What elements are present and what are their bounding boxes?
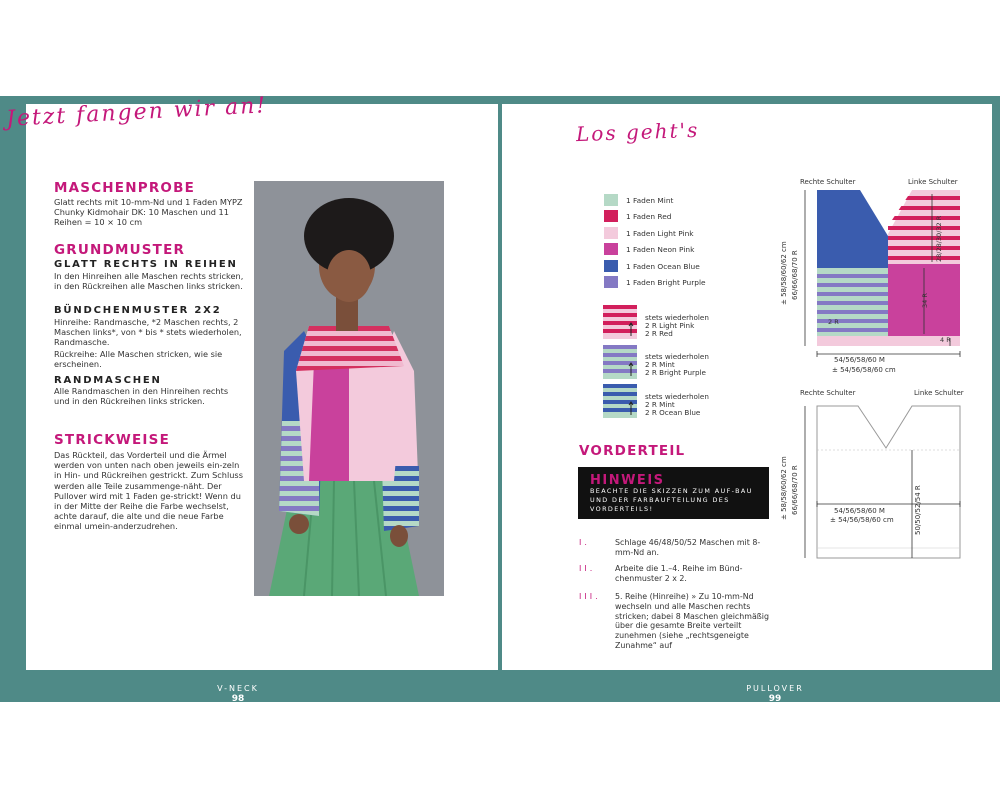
diagram2-height-label: ± 58/58/60/62 cm <box>780 456 788 520</box>
vorderteil-title: VORDERTEIL <box>579 443 686 459</box>
diagram1-neck-rows: 28/28/30/32 R <box>935 215 943 262</box>
left-footer-label: V-NECK <box>217 684 259 693</box>
glatt-rechts-text: In den Hinreihen alle Maschen rechts stricken, in den Rückreihen alle Maschen links stricken. <box>54 271 244 292</box>
step-number: II. <box>579 564 596 573</box>
diagram2-inner-height: 50/50/52/54 R <box>914 485 922 535</box>
step-text: Schlage 46/48/50/52 Maschen mit 8-mm-Nd an. <box>615 538 761 557</box>
diagram2-right-shoulder-label: Rechte Schulter <box>800 389 856 397</box>
diagram2-width-cm: ± 54/56/58/60 cm <box>830 516 894 524</box>
diagram2-height-rows: 66/66/68/70 R <box>791 465 799 515</box>
diagram1-right-shoulder-label: Rechte Schulter <box>800 178 856 186</box>
swatch-red <box>604 210 618 222</box>
stripe-sample-mint-blue <box>603 384 637 418</box>
glatt-rechts-title: GLATT RECHTS IN REIHEN <box>54 259 238 270</box>
swatch-light-pink <box>604 227 618 239</box>
hinweis-box <box>578 467 769 519</box>
model-photo <box>254 181 444 596</box>
diagram1-width-m: 54/56/58/60 M <box>834 356 885 364</box>
buendchen-text: Hinreihe: Randmasche, *2 Maschen rechts, 2 Maschen links*, von * bis * stets wiederholen, Randmasche. <box>54 317 242 348</box>
diagram1-mid-rows: 34 R <box>921 293 929 308</box>
right-page-number: 99 <box>768 694 782 704</box>
right-footer-label: PULLOVER <box>746 684 804 693</box>
step-number: III. <box>579 592 601 601</box>
diagram2-outline-schematic <box>790 398 970 568</box>
left-page-number: 98 <box>231 694 245 704</box>
left-script-heading: Jetzt fangen wir an! <box>5 93 268 132</box>
diagram1-width-cm: ± 54/56/58/60 cm <box>832 366 896 374</box>
diagram1-rib-rows: 2 R <box>828 318 839 326</box>
randmaschen-text: Alle Randmaschen in den Hinreihen rechts und in den Rückreihen links stricken. <box>54 386 229 407</box>
swatch-bright-purple <box>604 276 618 288</box>
buendchen-text-2: Rückreihe: Alle Maschen stricken, wie sie erscheinen. <box>54 349 223 370</box>
diagram2-width-m: 54/56/58/60 M <box>834 507 885 515</box>
stripe-text-2: stets wiederholen 2 R Mint 2 R Bright Purple <box>645 352 709 378</box>
step-text: Arbeite die 1.–4. Reihe im Bünd-chenmuster 2 x 2. <box>615 564 743 583</box>
swatch-neon-pink <box>604 243 618 255</box>
hinweis-title: HINWEIS <box>590 473 665 488</box>
hinweis-text: BEACHTE DIE SKIZZEN ZUM AUF-BAU UND DER FARBAUFTEILUNG DES VORDERTEILS! <box>590 487 753 513</box>
strickweise-text: Das Rückteil, das Vorderteil und die Ärmel werden von unten nach oben jeweils ein-zeln in Hin- und Rückreihen gestrickt. Zum Schluss werden alle Teile zusammenge-näht. Der Pullover wird mit 1 Faden ge-strickt! Wenn du in der Mitte der Reihe die Farbe wechselst, achte darauf, die alte und die neue Farbe einmal umein-anderzudrehen. <box>54 450 243 532</box>
diagram1-height-rows: 66/66/68/70 R <box>791 250 799 300</box>
diagram1-height-label: ± 58/58/60/62 cm <box>780 241 788 305</box>
randmaschen-title: RANDMASCHEN <box>54 375 162 386</box>
maschenprobe-text: Glatt rechts mit 10-mm-Nd und 1 Faden MYPZ Chunky Kidmohair DK: 10 Maschen und 11 Reihen = 10 × 10 cm <box>54 197 243 228</box>
step-text: 5. Reihe (Hinreihe) » Zu 10-mm-Nd wechseln und alle Maschen rechts stricken; dabei 8 Maschen gleichmäßig über die gesamte Breite verteilt zunehmen (siehe „rechtsgeneigte Zunahme“ auf <box>615 592 769 650</box>
stripe-text-3: stets wiederholen 2 R Mint 2 R Ocean Blue <box>645 392 709 418</box>
strickweise-title: STRICKWEISE <box>54 432 170 448</box>
stripe-sample-pink-red <box>603 305 637 339</box>
diagram2-left-shoulder-label: Linke Schulter <box>914 389 964 397</box>
stripe-text-1: stets wiederholen 2 R Light Pink 2 R Red <box>645 313 709 339</box>
right-script-heading: Los geht's <box>575 117 700 147</box>
diagram1-bottom-rows: 4 R <box>940 336 951 344</box>
swatch-mint <box>604 194 618 206</box>
maschenprobe-title: MASCHENPROBE <box>54 180 196 196</box>
stripe-sample-mint-purple <box>603 345 637 379</box>
step-number: I. <box>579 538 590 547</box>
grundmuster-title: GRUNDMUSTER <box>54 242 186 258</box>
diagram1-left-shoulder-label: Linke Schulter <box>908 178 958 186</box>
swatch-ocean-blue <box>604 260 618 272</box>
diagram1-colored-schematic <box>790 186 970 381</box>
buendchen-title: BÜNDCHENMUSTER 2X2 <box>54 305 222 316</box>
